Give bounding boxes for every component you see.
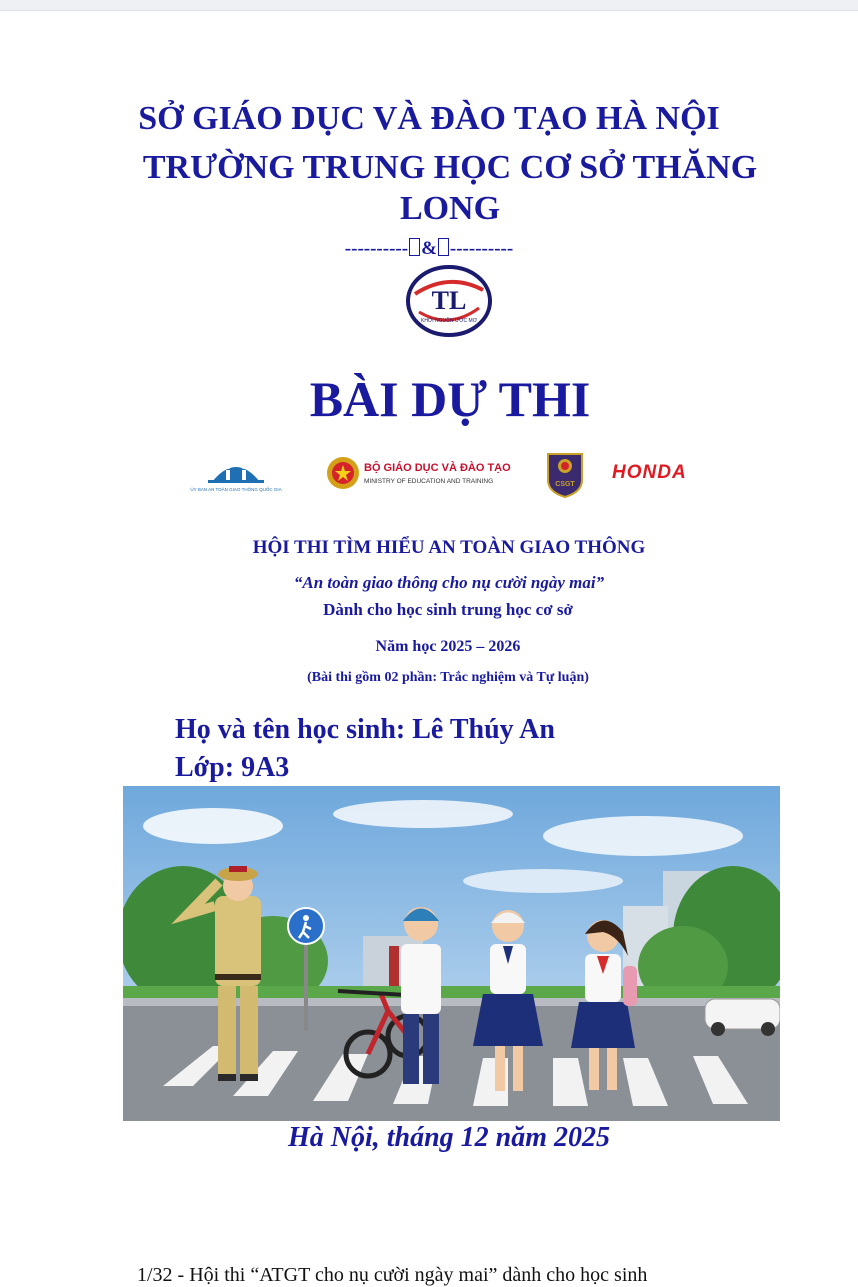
separator-line (0, 238, 858, 260)
moet-name: BỘ GIÁO DỤC VÀ ĐÀO TẠO (364, 462, 511, 474)
traffic-safety-illustration (123, 786, 780, 1121)
exam-note: (Bài thi gồm 02 phần: Trắc nghiệm và Tự luận) (307, 670, 589, 685)
department-heading: SỞ GIÁO DỤC VÀ ĐÀO TẠO HÀ NỘI (138, 100, 720, 137)
place-and-date: Hà Nội, tháng 12 năm 2025 (287, 1122, 611, 1153)
contest-audience: Dành cho học sinh trung học cơ sở (323, 600, 573, 619)
moet-logo (326, 454, 511, 490)
separator-dashes-right: ---------- (449, 238, 514, 259)
honda-logo: HONDA (612, 462, 687, 483)
school-logo-motto: KHỞI NGUỒN ƯỚC MƠ (420, 318, 478, 324)
school-logo (405, 264, 493, 338)
top-toolbar-strip (0, 0, 858, 11)
moet-english: MINISTRY OF EDUCATION AND TRAINING (364, 478, 494, 485)
missing-glyph-box (438, 238, 449, 256)
school-logo-initials: TL (431, 286, 467, 315)
separator-ampersand: & (421, 238, 437, 259)
school-heading: TRƯỜNG TRUNG HỌC CƠ SỞ THĂNG LONG (142, 149, 758, 227)
student-name: Họ và tên học sinh: Lê Thúy An (175, 714, 555, 745)
missing-glyph-box (409, 238, 420, 256)
next-page-text: 1/32 - Hội thi “ATGT cho nụ cười ngày mai” dành cho học sinh (137, 1264, 648, 1286)
ubnd-caption: ỦY BAN AN TOÀN GIAO THÔNG QUỐC GIA (190, 487, 282, 492)
sponsor-logos (0, 450, 858, 500)
contest-name: HỘI THI TÌM HIỂU AN TOÀN GIAO THÔNG (252, 537, 646, 558)
contest-slogan: “An toàn giao thông cho nụ cười ngày mai” (293, 573, 605, 592)
school-year: Năm học 2025 – 2026 (375, 638, 521, 655)
student-class: Lớp: 9A3 (175, 752, 290, 783)
page-title: BÀI DỰ THI (309, 371, 591, 427)
traffic-police-badge-icon (546, 450, 584, 498)
police-badge-label: CSGT (555, 481, 575, 488)
national-emblem-icon (326, 456, 360, 490)
separator-dashes-left: ---------- (344, 238, 409, 259)
ubnd-atgt-logo (188, 456, 284, 492)
